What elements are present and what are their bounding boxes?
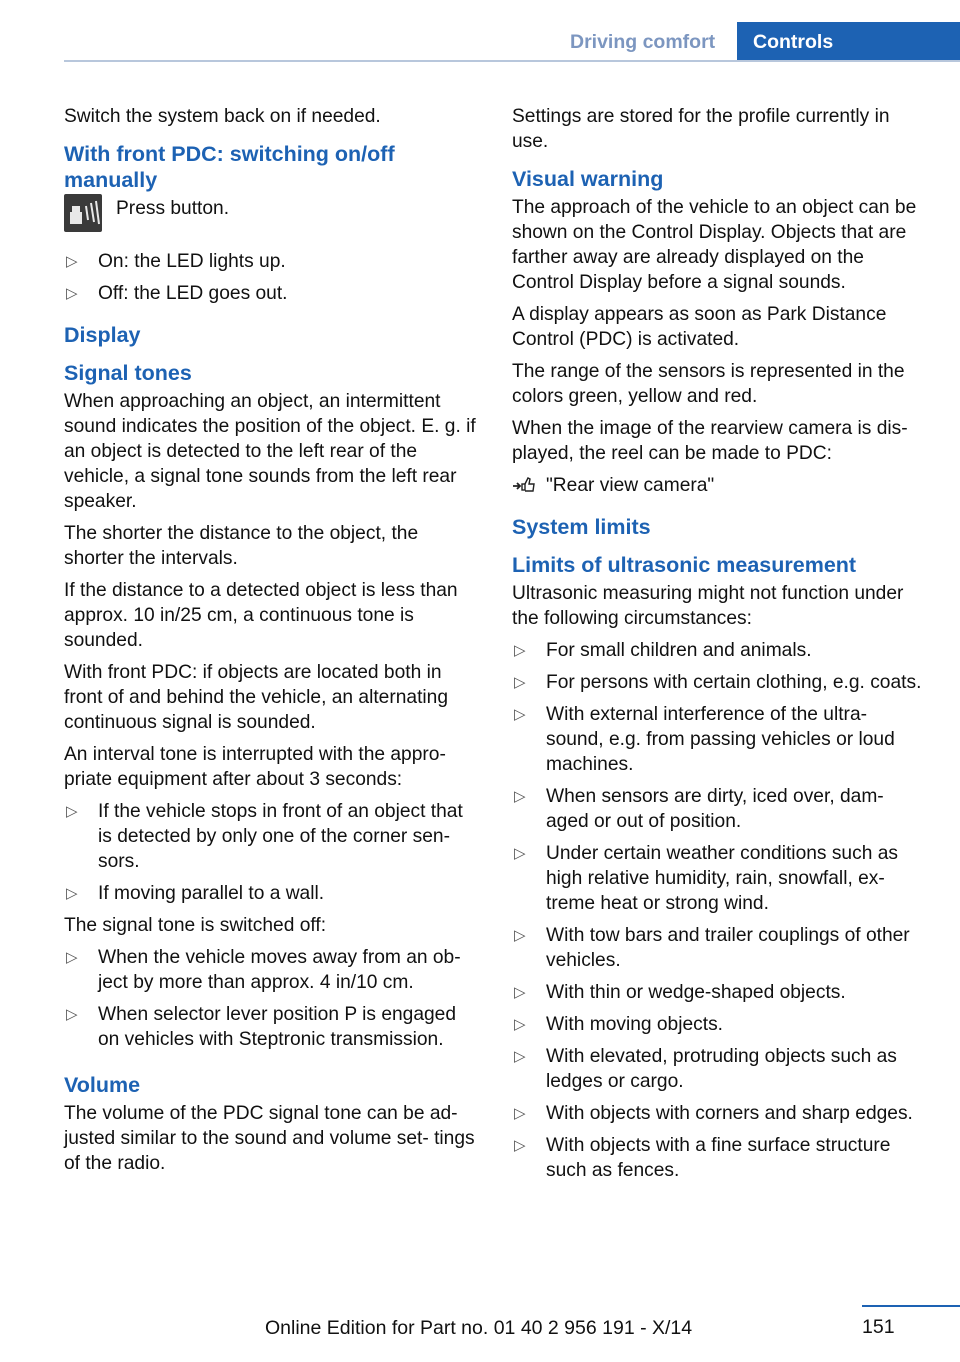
bullet-triangle-icon: ▷: [514, 845, 526, 862]
paragraph: When the image of the rearview camera is dis‐ played, the reel can be made to PDC:: [512, 418, 908, 464]
bullet-triangle-icon: ▷: [514, 984, 526, 1001]
bullet-triangle-icon: ▷: [66, 949, 78, 966]
list-item: ▷ When selector lever position P is engaged on vehicles with Steptronic transmission.: [66, 1004, 457, 1050]
list-item: ▷ With objects with a fine surface structure such as fences.: [514, 1135, 891, 1181]
header-rule: [64, 60, 960, 62]
list-item: ▷ With elevated, protruding objects such as ledges or cargo.: [514, 1046, 897, 1092]
page-number: 151: [862, 1316, 895, 1338]
list-item: ▷ When the vehicle moves away from an ob‐ ject by more than approx. 4 in/10 cm.: [66, 947, 461, 993]
list-item: ▷ If moving parallel to a wall.: [66, 883, 325, 904]
bullet-triangle-icon: ▷: [66, 885, 78, 902]
list-item: ▷ For small children and animals.: [514, 640, 812, 661]
paragraph: The shorter the distance to the object, the shorter the intervals.: [64, 523, 419, 569]
pdc-button-icon: [64, 194, 102, 232]
switch-off-list: [64, 945, 480, 1052]
bullet-triangle-icon: ▷: [66, 803, 78, 820]
menu-select-icon: [512, 476, 538, 503]
list-item: ▷ On: the LED lights up.: [66, 251, 286, 272]
left-column: [64, 104, 480, 1183]
menu-path-text: "Rear view camera": [546, 475, 715, 496]
paragraph: When approaching an object, an intermittent sound indicates the position of the object. E. g. if an object is detected to the left rear of the vehicle, a signal tone sounds from the left rear speaker.: [64, 391, 476, 512]
front-pdc-heading: With front PDC: switching on/off manually: [64, 142, 395, 192]
menu-path-row: [512, 473, 928, 498]
display-heading: Display: [64, 323, 141, 347]
paragraph: Ultrasonic measuring might not function under the following circumstances:: [512, 583, 904, 629]
header-chapter-tab: Controls: [737, 22, 960, 62]
bullet-triangle-icon: ▷: [514, 788, 526, 805]
bullet-triangle-icon: ▷: [514, 674, 526, 691]
intro-text: Switch the system back on if needed.: [64, 106, 381, 127]
list-item: ▷ With external interference of the ultra‐ sound, e.g. from passing vehicles or loud machines.: [514, 704, 895, 775]
bullet-triangle-icon: ▷: [66, 253, 78, 270]
right-column: [512, 104, 928, 1190]
paragraph: The approach of the vehicle to an object can be shown on the Control Display. Objects that are farther away are already displayed on the Control Display before a signal sounds.: [512, 197, 917, 293]
list-item: ▷ When sensors are dirty, iced over, dam‐ aged or out of position.: [514, 786, 884, 832]
bullet-triangle-icon: ▷: [514, 1048, 526, 1065]
ultrasonic-heading: Limits of ultrasonic measurement: [512, 553, 857, 577]
bullet-triangle-icon: ▷: [514, 927, 526, 944]
paragraph: The volume of the PDC signal tone can be ad‐ justed similar to the sound and volume set‐ tings of the radio.: [64, 1103, 475, 1174]
paragraph: With front PDC: if objects are located both in front of and behind the vehicle, an alternating continuous signal is sounded.: [64, 662, 449, 733]
system-limits-heading: System limits: [512, 515, 651, 539]
footer-rule: [862, 1305, 960, 1307]
paragraph: An interval tone is interrupted with the appro‐ priate equipment after about 3 seconds:: [64, 744, 446, 790]
bullet-triangle-icon: ▷: [514, 642, 526, 659]
volume-heading: Volume: [64, 1073, 141, 1097]
list-item: ▷ With thin or wedge-shaped objects.: [514, 982, 846, 1003]
list-item: ▷ For persons with certain clothing, e.g. coats.: [514, 672, 922, 693]
interval-tone-list: [64, 799, 480, 906]
press-button-text: Press button.: [116, 198, 230, 219]
bullet-triangle-icon: ▷: [66, 285, 78, 302]
paragraph: Settings are stored for the profile currently in use.: [512, 106, 890, 152]
bullet-triangle-icon: ▷: [514, 1105, 526, 1122]
bullet-triangle-icon: ▷: [514, 706, 526, 723]
paragraph: If the distance to a detected object is less than approx. 10 in/25 cm, a continuous tone is sounded.: [64, 580, 458, 651]
signal-tones-heading: Signal tones: [64, 361, 192, 385]
press-button-row: [64, 196, 480, 236]
bullet-triangle-icon: ▷: [514, 1016, 526, 1033]
list-item: ▷ With objects with corners and sharp edges.: [514, 1103, 913, 1124]
visual-warning-heading: Visual warning: [512, 167, 664, 191]
list-item: ▷ With tow bars and trailer couplings of other vehicles.: [514, 925, 910, 971]
header-section-label: Driving comfort: [570, 31, 716, 53]
edition-footer: Online Edition for Part no. 01 40 2 956 191 - X/14: [265, 1317, 693, 1339]
list-item: ▷ If the vehicle stops in front of an object that is detected by only one of the corner sen‐ sors.: [66, 801, 463, 872]
paragraph: A display appears as soon as Park Distance Control (PDC) is activated.: [512, 304, 887, 350]
list-item: ▷ Under certain weather conditions such as high relative humidity, rain, snowfall, ex‐ treme heat or strong wind.: [514, 843, 898, 914]
paragraph: The signal tone is switched off:: [64, 915, 327, 936]
limits-list: [512, 638, 928, 1183]
bullet-triangle-icon: ▷: [66, 1006, 78, 1023]
bullet-triangle-icon: ▷: [514, 1137, 526, 1154]
front-pdc-list: [64, 249, 480, 306]
list-item: ▷ Off: the LED goes out.: [66, 283, 288, 304]
paragraph: The range of the sensors is represented in the colors green, yellow and red.: [512, 361, 905, 407]
list-item: ▷ With moving objects.: [514, 1014, 724, 1035]
